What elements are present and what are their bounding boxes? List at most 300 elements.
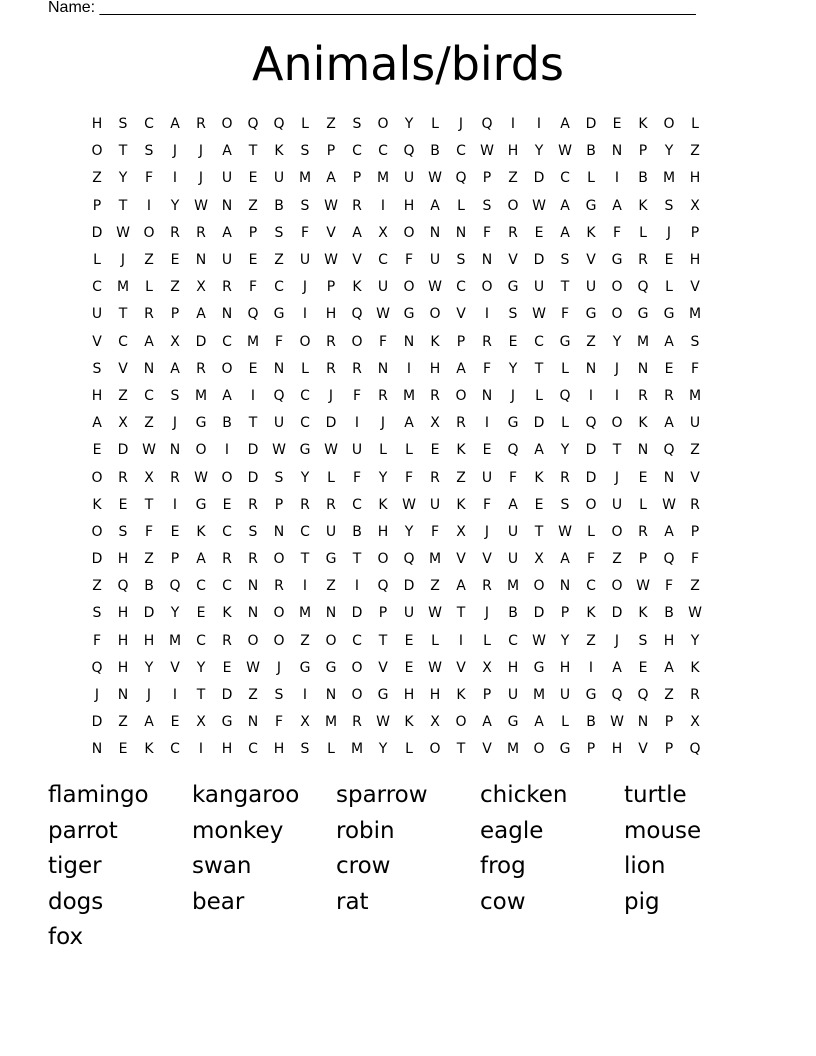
grid-letter: E	[664, 360, 674, 377]
grid-letter: R	[352, 360, 362, 377]
grid-letter: N	[637, 442, 649, 459]
grid-letter: N	[143, 360, 155, 377]
word-list-item: cow	[480, 888, 526, 915]
grid-letter: G	[195, 415, 207, 432]
grid-letter: R	[352, 714, 362, 731]
grid-letter: T	[534, 523, 544, 540]
grid-letter: A	[222, 224, 232, 241]
grid-letter: C	[196, 632, 206, 649]
grid-letter: R	[638, 387, 648, 404]
grid-letter: A	[222, 143, 232, 160]
grid-letter: I	[484, 415, 490, 432]
grid-letter: N	[325, 687, 337, 704]
grid-letter: S	[274, 224, 284, 241]
grid-letter: R	[326, 333, 336, 350]
grid-letter: W	[402, 496, 416, 513]
grid-letter: M	[532, 687, 546, 704]
grid-letter: A	[196, 306, 206, 323]
grid-letter: U	[221, 252, 233, 269]
grid-letter: A	[664, 333, 674, 350]
grid-letter: C	[560, 170, 570, 187]
grid-letter: Y	[118, 170, 128, 187]
grid-row	[84, 682, 708, 709]
grid-letter: O	[611, 578, 623, 595]
grid-letter: V	[586, 252, 596, 269]
grid-letter: S	[274, 469, 284, 486]
grid-letter: F	[664, 578, 674, 595]
grid-letter: Z	[300, 632, 310, 649]
grid-letter: Y	[612, 333, 622, 350]
grid-letter: M	[688, 306, 702, 323]
grid-letter: I	[302, 687, 308, 704]
grid-letter: H	[221, 741, 233, 758]
grid-letter: O	[455, 714, 467, 731]
grid-letter: Z	[664, 687, 674, 704]
grid-letter: W	[324, 252, 338, 269]
grid-row	[84, 247, 708, 274]
grid-row	[84, 111, 708, 138]
grid-letter: D	[247, 442, 259, 459]
grid-letter: O	[611, 306, 623, 323]
grid-letter: E	[170, 523, 180, 540]
grid-letter: N	[377, 360, 389, 377]
grid-letter: R	[222, 632, 232, 649]
grid-letter: Z	[248, 197, 258, 214]
grid-letter: Q	[585, 415, 597, 432]
grid-letter: M	[402, 387, 416, 404]
grid-row	[84, 655, 708, 682]
grid-letter: Z	[690, 442, 700, 459]
grid-letter: Q	[455, 170, 467, 187]
grid-letter: G	[507, 714, 519, 731]
word-list-item: sparrow	[336, 782, 428, 808]
grid-letter: M	[194, 387, 208, 404]
grid-letter: G	[403, 306, 415, 323]
grid-letter: A	[534, 442, 544, 459]
grid-letter: I	[614, 170, 620, 187]
grid-letter: R	[196, 224, 206, 241]
grid-letter: Q	[611, 687, 623, 704]
grid-letter: H	[377, 523, 389, 540]
grid-letter: J	[146, 687, 152, 704]
grid-letter: F	[430, 523, 440, 540]
grid-letter: B	[352, 523, 362, 540]
grid-letter: X	[196, 714, 206, 731]
grid-letter: O	[195, 442, 207, 459]
grid-letter: C	[300, 523, 310, 540]
grid-letter: A	[560, 551, 570, 568]
grid-letter: D	[585, 116, 597, 133]
grid-letter: I	[588, 659, 594, 676]
grid-letter: F	[690, 551, 700, 568]
grid-letter: R	[482, 578, 492, 595]
grid-letter: G	[273, 306, 285, 323]
grid-letter: O	[325, 632, 337, 649]
grid-letter: K	[222, 605, 232, 622]
grid-letter: E	[222, 496, 232, 513]
grid-letter: M	[506, 741, 520, 758]
grid-letter: O	[429, 306, 441, 323]
grid-letter: X	[690, 197, 700, 214]
grid-letter: Y	[144, 659, 154, 676]
grid-letter: A	[560, 224, 570, 241]
grid-letter: Q	[273, 387, 285, 404]
grid-letter: O	[351, 687, 363, 704]
grid-letter: M	[246, 333, 260, 350]
grid-letter: Z	[170, 279, 180, 296]
word-list-item: bear	[192, 888, 245, 915]
grid-letter: G	[559, 333, 571, 350]
grid-letter: L	[301, 360, 309, 377]
word-list-item: mouse	[624, 817, 702, 844]
grid-letter: Q	[663, 551, 675, 568]
grid-letter: K	[638, 197, 648, 214]
grid-letter: E	[118, 741, 128, 758]
grid-letter: Y	[300, 469, 310, 486]
grid-letter: N	[221, 306, 233, 323]
grid-letter: W	[428, 605, 442, 622]
grid-letter: U	[403, 605, 415, 622]
grid-letter: X	[430, 415, 440, 432]
grid-letter: L	[587, 170, 595, 187]
grid-letter: F	[248, 279, 258, 296]
grid-letter: F	[144, 523, 154, 540]
word-list-item: lion	[624, 853, 666, 880]
grid-letter: C	[352, 496, 362, 513]
grid-letter: M	[506, 578, 520, 595]
grid-letter: V	[482, 551, 492, 568]
grid-letter: A	[352, 224, 362, 241]
grid-letter: K	[144, 741, 154, 758]
grid-letter: E	[404, 659, 414, 676]
grid-letter: D	[117, 442, 129, 459]
grid-letter: Q	[637, 687, 649, 704]
grid-letter: E	[664, 252, 674, 269]
grid-letter: R	[222, 551, 232, 568]
grid-letter: R	[638, 252, 648, 269]
grid-letter: R	[638, 523, 648, 540]
grid-letter: O	[273, 632, 285, 649]
grid-letter: H	[403, 197, 415, 214]
grid-row	[84, 383, 708, 410]
grid-letter: W	[532, 197, 546, 214]
grid-letter: R	[274, 578, 284, 595]
word-list-item: crow	[336, 853, 391, 880]
grid-letter: K	[586, 605, 596, 622]
grid-letter: I	[172, 496, 178, 513]
grid-row	[84, 193, 708, 220]
grid-letter: X	[118, 415, 128, 432]
grid-letter: K	[638, 415, 648, 432]
grid-letter: D	[143, 605, 155, 622]
grid-letter: M	[376, 170, 390, 187]
grid-letter: F	[508, 469, 518, 486]
word-list-item: tiger	[48, 853, 102, 880]
grid-letter: S	[274, 687, 284, 704]
grid-letter: U	[507, 551, 519, 568]
grid-letter: K	[534, 469, 544, 486]
grid-letter: C	[300, 415, 310, 432]
grid-letter: J	[198, 143, 204, 160]
grid-letter: M	[350, 741, 364, 758]
grid-letter: R	[430, 387, 440, 404]
grid-letter: W	[688, 605, 702, 622]
grid-letter: J	[614, 360, 620, 377]
grid-letter: S	[508, 306, 518, 323]
grid-letter: J	[380, 415, 386, 432]
grid-letter: R	[170, 469, 180, 486]
grid-letter: M	[116, 279, 130, 296]
grid-letter: P	[274, 496, 284, 513]
grid-letter: E	[534, 224, 544, 241]
grid-letter: A	[430, 197, 440, 214]
grid-letter: H	[117, 551, 129, 568]
grid-letter: J	[510, 387, 516, 404]
grid-letter: J	[484, 523, 490, 540]
grid-letter: Q	[481, 116, 493, 133]
grid-letter: U	[559, 687, 571, 704]
grid-letter: F	[144, 170, 154, 187]
grid-letter: P	[690, 523, 700, 540]
grid-letter: O	[533, 578, 545, 595]
grid-letter: L	[457, 197, 465, 214]
grid-letter: W	[376, 306, 390, 323]
grid-letter: L	[431, 632, 439, 649]
grid-letter: S	[456, 252, 466, 269]
grid-letter: S	[92, 360, 102, 377]
grid-letter: W	[558, 143, 572, 160]
grid-letter: R	[170, 224, 180, 241]
grid-letter: A	[664, 523, 674, 540]
grid-letter: U	[273, 415, 285, 432]
grid-letter: F	[482, 224, 492, 241]
grid-letter: G	[585, 687, 597, 704]
grid-letter: A	[404, 415, 414, 432]
grid-letter: C	[300, 387, 310, 404]
grid-letter: W	[532, 632, 546, 649]
word-list-item: chicken	[480, 782, 568, 808]
grid-letter: Y	[560, 442, 570, 459]
grid-letter: S	[352, 116, 362, 133]
grid-letter: F	[482, 360, 492, 377]
grid-letter: Y	[170, 605, 180, 622]
grid-letter: Q	[117, 578, 129, 595]
grid-letter: I	[380, 197, 386, 214]
grid-letter: E	[508, 333, 518, 350]
grid-letter: Z	[586, 632, 596, 649]
grid-letter: N	[91, 741, 103, 758]
grid-letter: H	[91, 116, 103, 133]
grid-letter: G	[585, 306, 597, 323]
grid-letter: W	[480, 143, 494, 160]
grid-letter: H	[273, 741, 285, 758]
grid-letter: S	[300, 143, 310, 160]
grid-letter: G	[221, 714, 233, 731]
grid-letter: Q	[637, 279, 649, 296]
grid-letter: Z	[690, 578, 700, 595]
grid-letter: J	[458, 116, 464, 133]
grid-letter: M	[688, 387, 702, 404]
grid-letter: D	[221, 687, 233, 704]
grid-letter: O	[91, 469, 103, 486]
grid-letter: D	[351, 605, 363, 622]
grid-letter: W	[428, 279, 442, 296]
grid-letter: C	[222, 578, 232, 595]
grid-letter: J	[94, 687, 100, 704]
grid-letter: S	[118, 523, 128, 540]
grid-letter: K	[430, 333, 440, 350]
grid-letter: S	[300, 197, 310, 214]
grid-letter: F	[586, 551, 596, 568]
grid-letter: G	[325, 551, 337, 568]
grid-letter: I	[458, 632, 464, 649]
grid-letter: X	[196, 279, 206, 296]
grid-letter: L	[379, 442, 387, 459]
grid-letter: K	[456, 496, 466, 513]
grid-letter: A	[560, 197, 570, 214]
grid-letter: T	[456, 605, 466, 622]
grid-letter: M	[428, 551, 442, 568]
grid-letter: Y	[664, 143, 674, 160]
grid-letter: P	[326, 143, 336, 160]
grid-letter: A	[508, 496, 518, 513]
grid-letter: A	[664, 659, 674, 676]
grid-letter: M	[298, 605, 312, 622]
grid-letter: N	[637, 360, 649, 377]
grid-letter: U	[585, 279, 597, 296]
grid-letter: L	[587, 523, 595, 540]
grid-letter: T	[118, 197, 128, 214]
grid-letter: H	[611, 741, 623, 758]
grid-letter: I	[146, 197, 152, 214]
grid-letter: N	[247, 714, 259, 731]
grid-letter: P	[326, 279, 336, 296]
grid-letter: O	[663, 116, 675, 133]
grid-letter: S	[560, 252, 570, 269]
grid-letter: Y	[196, 659, 206, 676]
grid-letter: P	[352, 170, 362, 187]
grid-letter: W	[428, 659, 442, 676]
grid-letter: V	[482, 741, 492, 758]
grid-letter: O	[377, 116, 389, 133]
grid-letter: Q	[247, 306, 259, 323]
grid-letter: L	[561, 360, 569, 377]
grid-letter: Z	[118, 714, 128, 731]
grid-letter: G	[559, 741, 571, 758]
grid-letter: R	[482, 333, 492, 350]
grid-letter: G	[325, 659, 337, 676]
grid-letter: Q	[377, 578, 389, 595]
grid-letter: G	[507, 415, 519, 432]
grid-letter: U	[611, 496, 623, 513]
grid-letter: C	[586, 578, 596, 595]
grid-row	[84, 464, 708, 491]
grid-letter: D	[585, 442, 597, 459]
grid-letter: W	[532, 306, 546, 323]
grid-letter: D	[91, 551, 103, 568]
grid-letter: U	[429, 496, 441, 513]
grid-letter: K	[638, 605, 648, 622]
grid-letter: R	[300, 496, 310, 513]
grid-letter: N	[273, 360, 285, 377]
grid-letter: N	[273, 523, 285, 540]
grid-letter: L	[301, 116, 309, 133]
grid-letter: O	[91, 143, 103, 160]
grid-letter: V	[690, 469, 700, 486]
grid-letter: U	[429, 252, 441, 269]
grid-letter: F	[690, 360, 700, 377]
grid-letter: F	[560, 306, 570, 323]
grid-letter: I	[224, 442, 230, 459]
grid-letter: C	[274, 279, 284, 296]
grid-letter: I	[354, 415, 360, 432]
grid-letter: E	[638, 659, 648, 676]
grid-row	[84, 437, 708, 464]
grid-letter: C	[144, 116, 154, 133]
grid-letter: H	[117, 605, 129, 622]
grid-letter: W	[376, 714, 390, 731]
grid-letter: W	[246, 659, 260, 676]
grid-letter: C	[534, 333, 544, 350]
grid-letter: O	[273, 605, 285, 622]
grid-letter: Z	[612, 551, 622, 568]
grid-letter: B	[586, 143, 596, 160]
grid-letter: X	[378, 224, 388, 241]
grid-letter: H	[91, 387, 103, 404]
grid-row	[84, 600, 708, 627]
grid-letter: I	[484, 306, 490, 323]
grid-letter: Z	[326, 578, 336, 595]
grid-row	[84, 628, 708, 655]
grid-letter: P	[664, 741, 674, 758]
grid-letter: Y	[404, 116, 414, 133]
grid-letter: D	[247, 469, 259, 486]
grid-letter: Z	[586, 333, 596, 350]
grid-letter: J	[172, 143, 178, 160]
grid-letter: L	[93, 252, 101, 269]
grid-letter: U	[273, 170, 285, 187]
grid-letter: O	[143, 224, 155, 241]
grid-letter: J	[328, 387, 334, 404]
grid-letter: C	[378, 252, 388, 269]
grid-letter: E	[534, 496, 544, 513]
grid-letter: P	[248, 224, 258, 241]
grid-letter: A	[170, 360, 180, 377]
name-line: Name: ___________________________________________________________________	[48, 0, 696, 16]
grid-letter: Y	[170, 197, 180, 214]
grid-letter: H	[663, 632, 675, 649]
grid-letter: B	[664, 605, 674, 622]
grid-letter: O	[611, 279, 623, 296]
grid-letter: Z	[92, 170, 102, 187]
grid-letter: P	[170, 551, 180, 568]
grid-letter: E	[248, 170, 258, 187]
grid-letter: Z	[248, 687, 258, 704]
word-list-item: dogs	[48, 888, 104, 915]
grid-letter: L	[327, 469, 335, 486]
grid-letter: O	[221, 469, 233, 486]
grid-letter: H	[507, 659, 519, 676]
grid-letter: O	[273, 551, 285, 568]
grid-letter: Q	[403, 143, 415, 160]
word-list-item: kangaroo	[192, 782, 300, 808]
grid-letter: Y	[560, 632, 570, 649]
grid-letter: Q	[403, 551, 415, 568]
grid-letter: Y	[534, 143, 544, 160]
grid-letter: S	[482, 197, 492, 214]
word-list-item: pig	[624, 888, 660, 915]
grid-letter: K	[456, 687, 466, 704]
